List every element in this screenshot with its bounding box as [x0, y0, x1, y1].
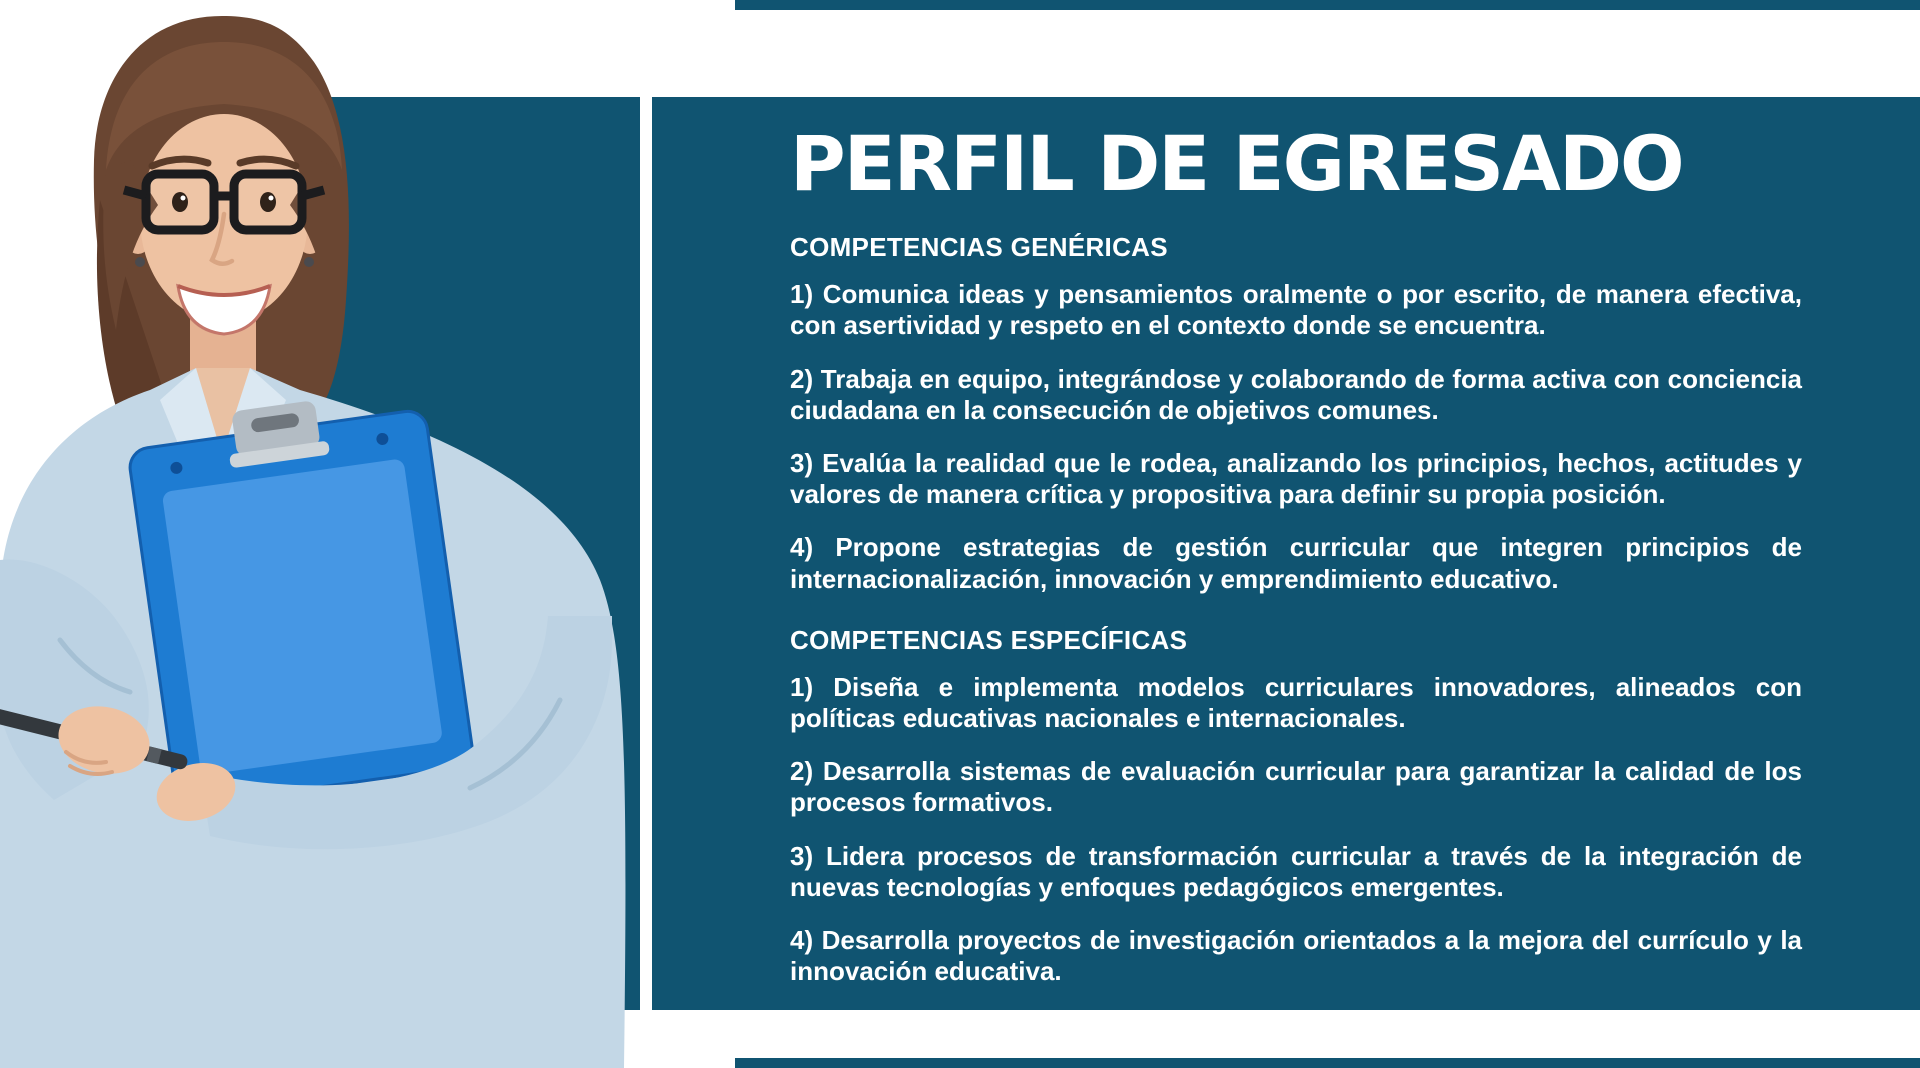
- woman-with-clipboard-illustration: [0, 0, 740, 1068]
- graduate-photo: [0, 0, 740, 1068]
- generic-competency-4: 4) Propone estrategias de gestión curricular que integren principios de internacionalización, innovación y emprendimiento educativo.: [790, 532, 1802, 594]
- generic-competency-1: 1) Comunica ideas y pensamientos oralmente o por escrito, de manera efectiva, con asertividad y respeto en el contexto donde se encuentra.: [790, 279, 1802, 341]
- specific-competency-2: 2) Desarrolla sistemas de evaluación curricular para garantizar la calidad de los procesos formativos.: [790, 756, 1802, 818]
- section-heading-especificas: COMPETENCIAS ESPECÍFICAS: [790, 624, 1188, 655]
- page-title: PERFIL DE EGRESADO: [790, 119, 1683, 208]
- specific-competency-3: 3) Lidera procesos de transformación curricular a través de la integración de nuevas tecnologías y enfoques pedagógicos emergentes.: [790, 840, 1802, 902]
- blue-clipboard: [124, 385, 475, 807]
- top-section-edge: [735, 0, 1920, 10]
- section-heading-genericas: COMPETENCIAS GENÉRICAS: [790, 232, 1168, 262]
- specific-competency-1: 1) Diseña e implementa modelos curriculares innovadores, alineados con políticas educativas nacionales e internacionales.: [790, 671, 1802, 734]
- bottom-section-edge: [735, 1058, 1920, 1068]
- generic-competency-2: 2) Trabaja en equipo, integrándose y colaborando de forma activa con conciencia ciudadana en la consecución de objetivos comunes.: [790, 363, 1802, 425]
- profile-content: [790, 119, 1802, 987]
- generic-competency-3: 3) Evalúa la realidad que le rodea, analizando los principios, hechos, actitudes y valores de manera crítica y propositiva para definir su propia posición.: [790, 447, 1802, 510]
- specific-competency-4: 4) Desarrolla proyectos de investigación orientados a la mejora del currículo y la innovación educativa.: [790, 925, 1802, 987]
